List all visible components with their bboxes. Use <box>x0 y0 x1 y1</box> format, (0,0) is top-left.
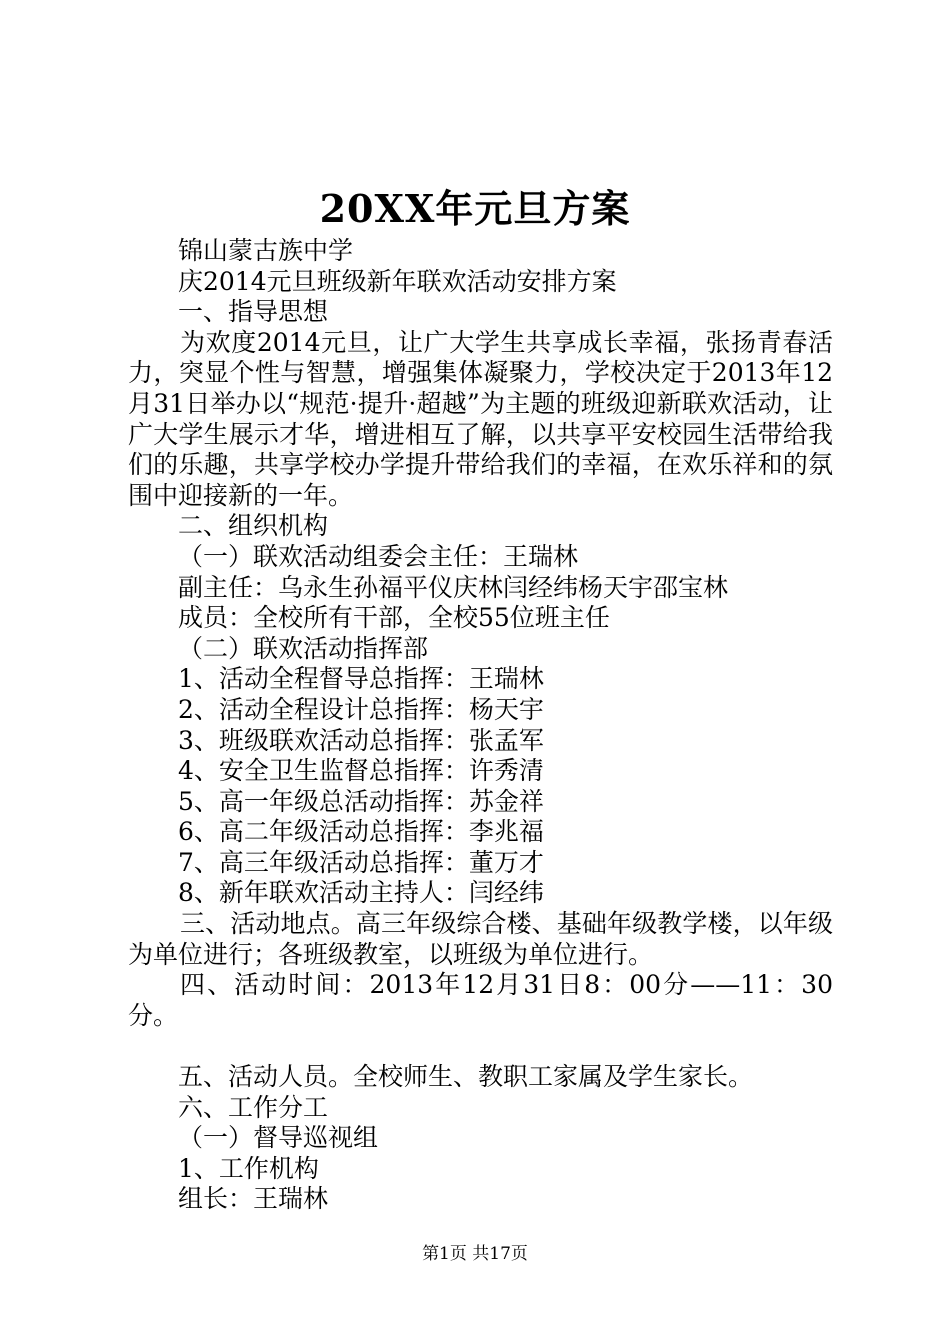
command-item: 6、高二年级活动总指挥：李兆福 <box>178 817 544 847</box>
section-heading-guiding-idea: 一、指导思想 <box>178 297 329 327</box>
command-item: 3、班级联欢活动总指挥：张孟军 <box>178 725 544 755</box>
command-item: 1、活动全程督导总指挥：王瑞林 <box>178 664 544 694</box>
guiding-idea-paragraph: 为欢度2014元旦，让广大学生共享成长幸福，张扬青春活力，突显个性与智慧，增强集体凝聚力，学校决定于2013年12月31日举办以“规范·提升·超越”为主题的班级迎新联欢活动，让广大学生展示才华，增进相互了解，以共享平安校园生活带给我们的乐趣，共享学校办学提升带给我们的幸福，在欢乐祥和的氛围中迎接新的一年。 <box>128 327 833 510</box>
document-body <box>128 236 833 1215</box>
inspection-group-heading: （一）督导巡视组 <box>178 1123 379 1153</box>
time-paragraph: 四、活动时间：2013年12月31日8：00分——11：30分。 <box>128 970 833 1030</box>
group-leader-line: 组长：王瑞林 <box>178 1184 329 1214</box>
document-title: 20XX年元旦方案 <box>319 186 631 231</box>
blank-line <box>128 1031 833 1062</box>
section-heading-division-of-work: 六、工作分工 <box>178 1092 329 1122</box>
plan-subtitle: 庆2014元旦班级新年联欢活动安排方案 <box>178 266 617 296</box>
participants-line: 五、活动人员。全校师生、教职工家属及学生家长。 <box>178 1062 754 1092</box>
command-item: 5、高一年级总活动指挥：苏金祥 <box>178 786 544 816</box>
members-line: 成员：全校所有干部，全校55位班主任 <box>178 603 610 633</box>
command-item: 7、高三年级活动总指挥：董万才 <box>178 847 544 877</box>
command-item: 8、新年联欢活动主持人：闫经纬 <box>178 878 544 908</box>
page-number: 第1页 共17页 <box>422 1244 528 1264</box>
command-heading: （二）联欢活动指挥部 <box>178 633 429 663</box>
section-heading-organization: 二、组织机构 <box>178 511 329 541</box>
command-item: 2、活动全程设计总指挥：杨天宇 <box>178 694 544 724</box>
location-paragraph: 三、活动地点。高三年级综合楼、基础年级教学楼，以年级为单位进行；各班级教室，以班级为单位进行。 <box>128 909 833 969</box>
committee-director-line: （一）联欢活动组委会主任：王瑞林 <box>178 541 579 571</box>
vice-directors-line: 副主任：乌永生孙福平仪庆林闫经纬杨天宇邵宝林 <box>178 572 729 602</box>
work-structure-line: 1、工作机构 <box>178 1153 319 1183</box>
command-item: 4、安全卫生监督总指挥：许秀清 <box>178 756 544 786</box>
school-name: 锦山蒙古族中学 <box>178 236 354 265</box>
